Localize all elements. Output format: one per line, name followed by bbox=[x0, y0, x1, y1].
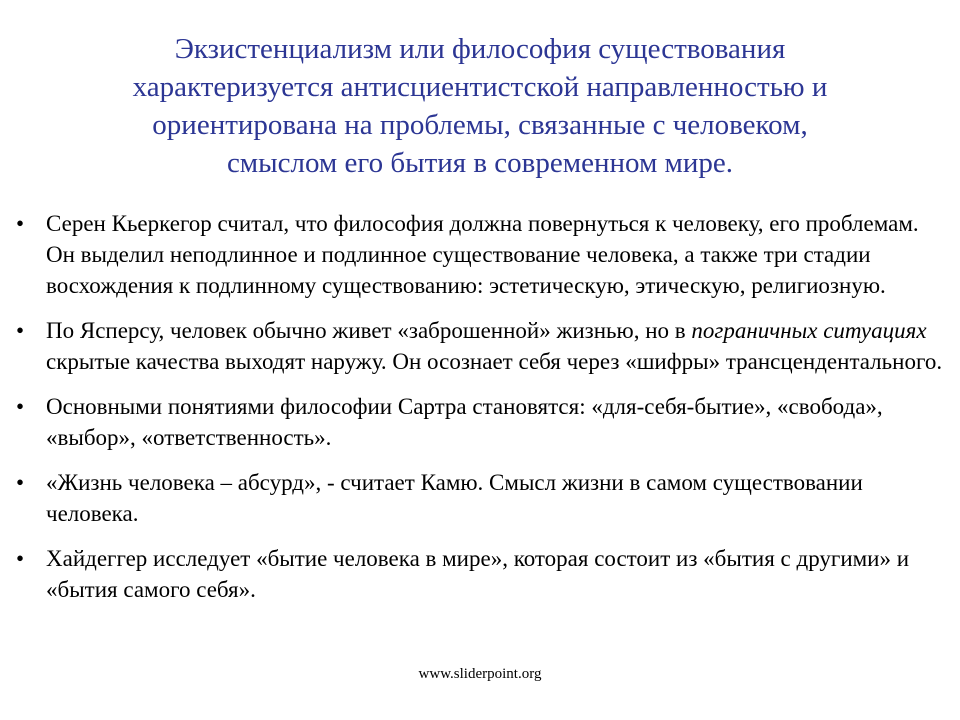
bullet-text-before: По Ясперсу, человек обычно живет «заброшенной» жизнью, но в bbox=[46, 318, 692, 343]
bullet-icon: • bbox=[15, 470, 25, 495]
title-line: характеризуется антисциентистской направленностью и bbox=[132, 71, 828, 103]
bullet-text bbox=[46, 318, 942, 374]
bullet-list bbox=[0, 208, 960, 619]
bullet-text-italic: пограничных ситуациях bbox=[691, 318, 927, 343]
bullet-item-sartre bbox=[0, 391, 960, 453]
title-line: Экзистенциализм или философия существования bbox=[174, 33, 786, 65]
title-line: смыслом его бытия в современном мире. bbox=[226, 147, 734, 179]
bullet-icon: • bbox=[15, 318, 25, 343]
bullet-text: Основными понятиями философии Сартра становятся: «для-себя-бытие», «свобода», «выбор», «ответственность». bbox=[46, 394, 883, 450]
slide-title bbox=[60, 30, 900, 182]
bullet-text: «Жизнь человека – абсурд», - считает Камю. Смысл жизни в самом существовании человека. bbox=[46, 470, 863, 526]
bullet-text-after: скрытые качества выходят наружу. Он осознает себя через «шифры» трансцендентального. bbox=[46, 349, 943, 374]
footer-url: www.sliderpoint.org bbox=[418, 666, 542, 682]
bullet-icon: • bbox=[15, 394, 25, 419]
bullet-text: Серен Кьеркегор считал, что философия должна повернуться к человеку, его проблемам. Он выделил неподлинное и подлинное существование человека, а также три стадии восхождения к подлинному существованию: эстетическую, этическую, религиозную. bbox=[46, 211, 919, 298]
bullet-text: Хайдеггер исследует «бытие человека в мире», которая состоит из «бытия с другими» и «бытия самого себя». bbox=[46, 546, 910, 602]
bullet-item-heidegger bbox=[0, 543, 960, 605]
title-line: ориентирована на проблемы, связанные с человеком, bbox=[152, 109, 808, 141]
bullet-item-jaspers bbox=[0, 315, 960, 377]
bullet-item-camus bbox=[0, 467, 960, 529]
bullet-item-kierkegaard bbox=[0, 208, 960, 301]
bullet-icon: • bbox=[15, 546, 25, 571]
bullet-icon: • bbox=[15, 211, 25, 236]
